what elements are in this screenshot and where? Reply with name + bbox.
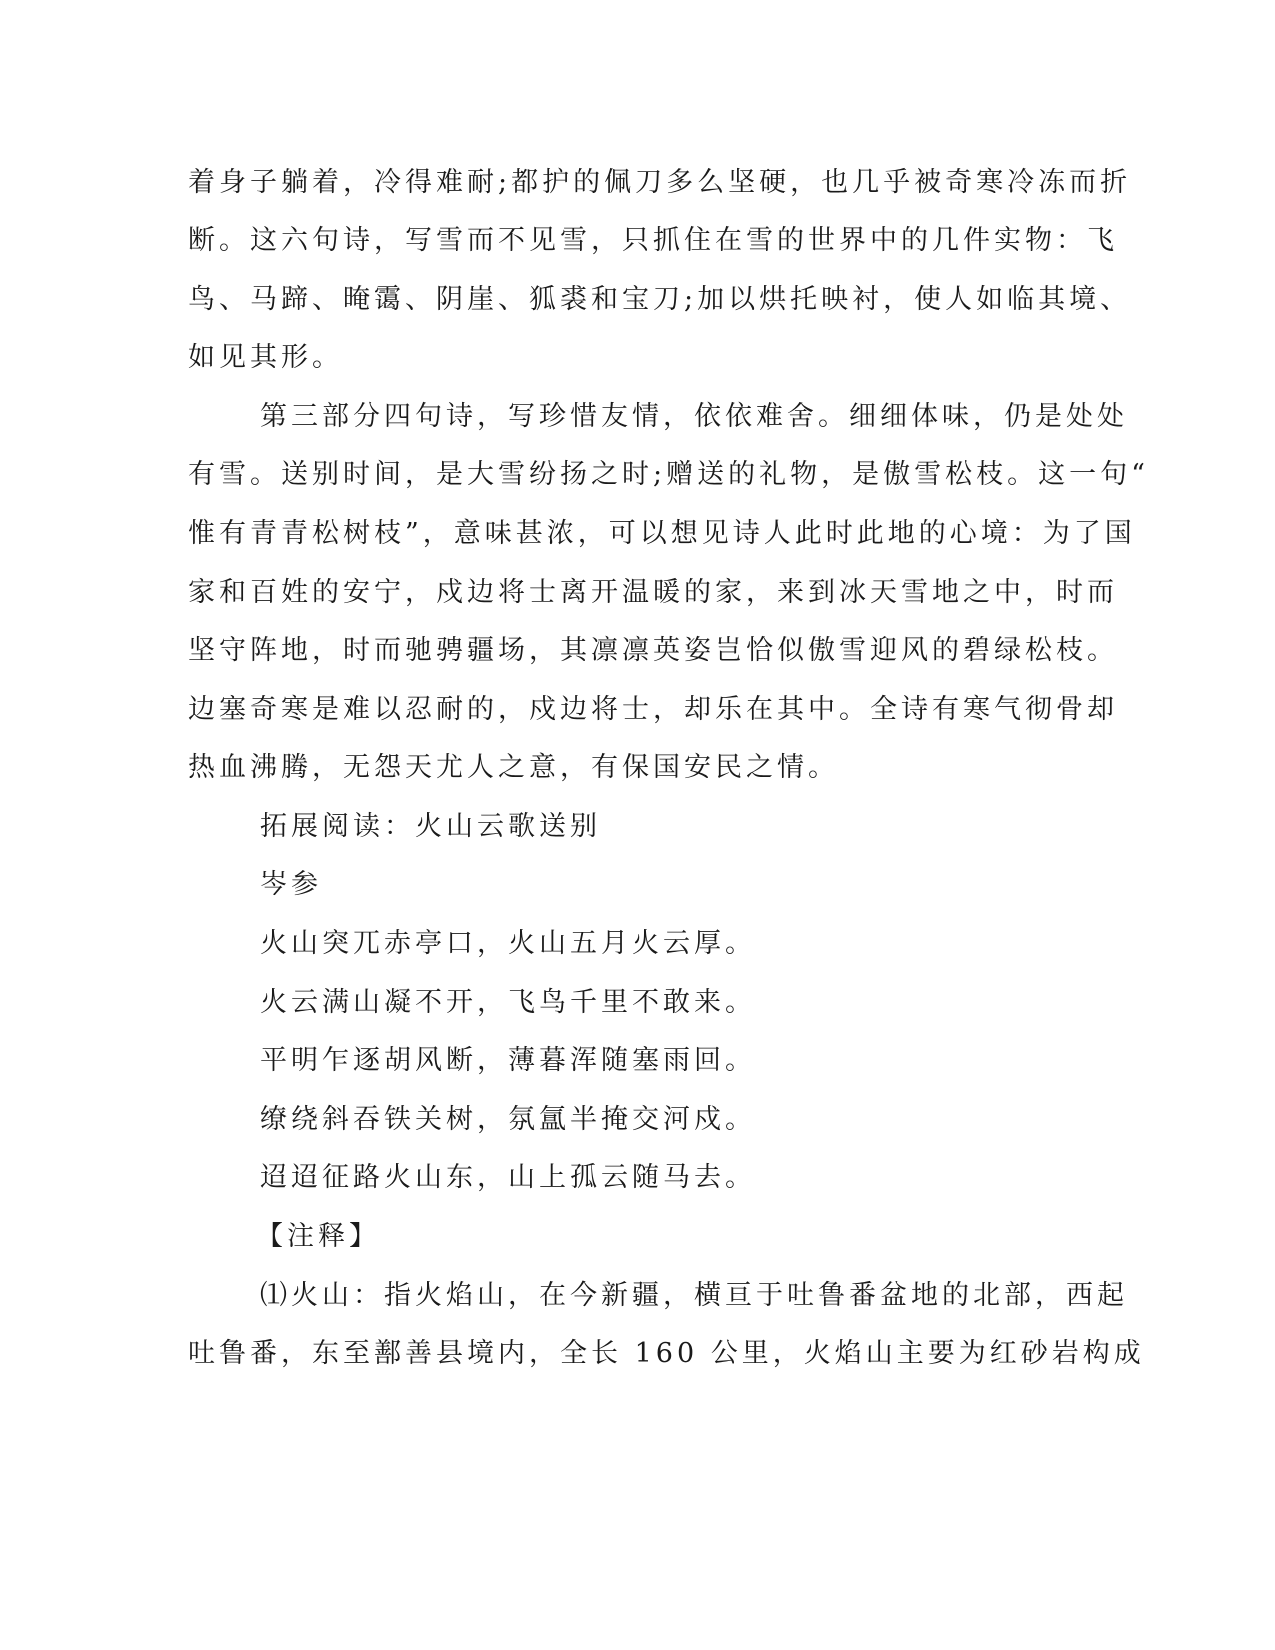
para2-line-2: 有雪。送别时间，是大雪纷扬之时;赠送的礼物，是傲雪松枝。这一句“ <box>188 459 1149 490</box>
poem-line-4: 缭绕斜吞铁关树，氛氲半掩交河戍。 <box>260 1104 756 1135</box>
poem-line-3: 平明乍逐胡风断，薄暮浑随塞雨回。 <box>260 1045 756 1076</box>
para1-line-1: 着身子躺着，冷得难耐;都护的佩刀多么坚硬，也几乎被奇寒冷冻而折 <box>188 167 1132 198</box>
notes-heading: 【注释】 <box>256 1221 380 1252</box>
para1-line-4: 如见其形。 <box>188 342 343 373</box>
para2-line-5: 坚守阵地，时而驰骋疆场，其凛凛英姿岂恰似傲雪迎风的碧绿松枝。 <box>188 635 1118 666</box>
para1-line-3: 鸟、马蹄、晻霭、阴崖、狐裘和宝刀;加以烘托映衬，使人如临其境、 <box>188 284 1132 315</box>
para2-line-1: 第三部分四句诗，写珍惜友情，依依难舍。细细体味，仍是处处 <box>260 401 1128 432</box>
para2-line-3: 惟有青青松树枝”，意味甚浓，可以想见诗人此时此地的心境：为了国 <box>188 518 1136 549</box>
note1-line-1: ⑴火山：指火焰山，在今新疆，横亘于吐鲁番盆地的北部，西起 <box>260 1280 1128 1311</box>
poem-line-1: 火山突兀赤亭口，火山五月火云厚。 <box>260 928 756 959</box>
para1-line-2: 断。这六句诗，写雪而不见雪，只抓住在雪的世界中的几件实物：飞 <box>188 225 1118 256</box>
poem-author: 岑参 <box>260 869 322 900</box>
poem-line-5: 迢迢征路火山东，山上孤云随马去。 <box>260 1162 756 1193</box>
extended-reading-title: 拓展阅读：火山云歌送别 <box>260 811 601 842</box>
para2-line-6: 边塞奇寒是难以忍耐的，戍边将士，却乐在其中。全诗有寒气彻骨却 <box>188 694 1118 725</box>
para2-line-4: 家和百姓的安宁，戍边将士离开温暖的家，来到冰天雪地之中，时而 <box>188 577 1118 608</box>
note1-line-2: 吐鲁番，东至鄯善县境内，全长 160 公里，火焰山主要为红砂岩构成 <box>188 1338 1145 1369</box>
para2-line-7: 热血沸腾，无怨天尤人之意，有保国安民之情。 <box>188 752 839 783</box>
poem-line-2: 火云满山凝不开，飞鸟千里不敢来。 <box>260 987 756 1018</box>
